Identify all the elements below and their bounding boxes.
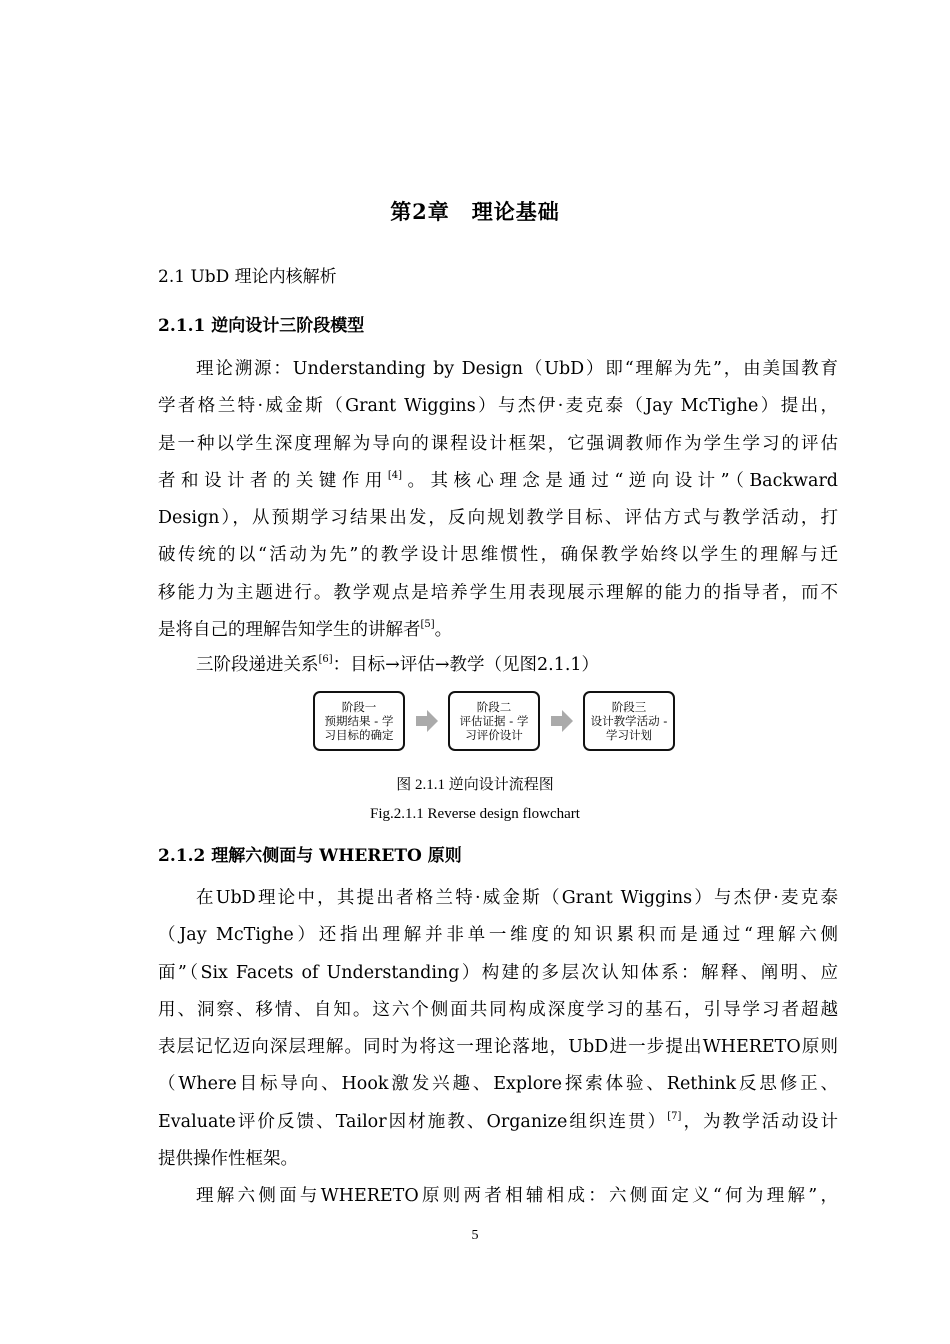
- text-line: [158, 1178, 838, 1215]
- stage-one-box: [313, 691, 405, 751]
- paragraph-complementary: [158, 1178, 838, 1215]
- section-heading-2-1-2: 2.1.2 理解六侧面与 WHERETO 原则: [158, 846, 462, 866]
- text-segment: Evaluate评价反馈、Tailor因材施教、Organize组织连贯）: [158, 1111, 668, 1132]
- text-line: [158, 1104, 838, 1141]
- stage-title: 阶段三: [611, 700, 647, 714]
- text-segment: 用、洞察、移情、自知。这六个侧面共同构成深度学习的基石，引导学习者超越: [158, 999, 838, 1020]
- paragraph-theory-origin: [158, 351, 838, 649]
- text-line: [158, 955, 838, 992]
- text-segment: （Jay McTighe）还指出理解并非单一维度的知识累积而是通过“理解六侧: [158, 925, 838, 946]
- stage-desc: 评估证据 - 学习评价设计: [459, 714, 529, 742]
- text-line: [158, 880, 838, 917]
- text-segment: 。其核心理念是通过“逆向设计”（Backward: [402, 470, 839, 491]
- text-line: [158, 426, 838, 463]
- section-heading-2-1-1: 2.1.1 逆向设计三阶段模型: [158, 316, 365, 336]
- stage-two-box: [448, 691, 540, 751]
- text-line: [158, 1141, 838, 1178]
- arrow-right-icon: [416, 710, 438, 732]
- text-line: [158, 992, 838, 1029]
- citation-ref[interactable]: [6]: [318, 654, 333, 665]
- figure-caption-cn: 图 2.1.1 逆向设计流程图: [396, 777, 554, 793]
- stage-title: 阶段二: [476, 700, 512, 714]
- text-segment: 面”（Six Facets of Understanding）构建的多层次认知体系：解释、阐明、应: [158, 962, 838, 983]
- citation-ref[interactable]: [4]: [387, 469, 402, 481]
- stage-desc: 预期结果 - 学习目标的确定: [324, 714, 394, 742]
- text-line: [158, 612, 838, 649]
- text-segment: 破传统的以“活动为先”的教学设计思维惯性，确保教学始终以学生的理解与迁: [158, 545, 838, 566]
- stage-desc: 设计教学活动 - 学习计划: [590, 714, 668, 742]
- text-line: [158, 500, 838, 537]
- reverse-design-flowchart: [313, 688, 675, 754]
- text-line: [158, 575, 838, 612]
- text-segment: 是一种以学生深度理解为导向的课程设计框架，它强调教师作为学生学习的评估: [158, 433, 838, 454]
- text-segment: 理论溯源：Understanding by Design（UbD）即“理解为先”，由美国教育: [196, 359, 838, 379]
- text-segment: 理解六侧面与WHERETO原则两者相辅相成：六侧面定义“何为理解”，: [196, 1186, 838, 1206]
- text-segment: 提供操作性框架。: [158, 1149, 298, 1170]
- text-segment: 移能力为主题进行。教学观点是培养学生用表现展示理解的能力的指导者，而不: [158, 582, 838, 603]
- paragraph-three-stages: [158, 647, 838, 684]
- text-segment: 学者格兰特·威金斯（Grant Wiggins）与杰伊·麦克泰（Jay McTighe）提出，: [158, 396, 838, 417]
- paragraph-six-facets: [158, 880, 838, 1178]
- citation-ref[interactable]: [7]: [667, 1110, 682, 1122]
- text-line: [158, 351, 838, 388]
- text-segment: Design），从预期学习结果出发，反向规划教学目标、评估方式与教学活动，打: [158, 508, 838, 529]
- text-segment: （Where目标导向、Hook激发兴趣、Explore探索体验、Rethink反思修正、: [158, 1074, 838, 1095]
- text-segment: ，为教学活动设计: [681, 1111, 839, 1132]
- text-line: [158, 388, 838, 425]
- text-segment: 。: [434, 620, 453, 641]
- section-heading-2-1: 2.1 UbD 理论内核解析: [158, 267, 337, 287]
- text-line: [158, 917, 838, 954]
- text-line: [158, 537, 838, 574]
- citation-ref[interactable]: [5]: [420, 619, 435, 631]
- text-segment: 是将自己的理解告知学生的讲解者: [158, 620, 421, 641]
- text-segment: 在UbD理论中，其提出者格兰特·威金斯（Grant Wiggins）与杰伊·麦克泰: [196, 888, 838, 908]
- text-line: [158, 1066, 838, 1103]
- text-line: [158, 463, 838, 500]
- chapter-title: 第2章 理论基础: [390, 199, 560, 224]
- text-segment: 三阶段递进关系: [196, 655, 319, 675]
- text-segment: ：目标→评估→教学（见图2.1.1）: [332, 655, 600, 675]
- page-number: 5: [471, 1228, 479, 1243]
- text-segment: 表层记忆迈向深层理解。同时为将这一理论落地，UbD进一步提出WHERETO原则: [158, 1037, 838, 1058]
- text-segment: 者和设计者的关键作用: [158, 470, 388, 491]
- figure-caption-en: Fig.2.1.1 Reverse design flowchart: [370, 806, 580, 822]
- arrow-right-icon: [551, 710, 573, 732]
- text-line: [158, 1029, 838, 1066]
- stage-three-box: [583, 691, 675, 751]
- text-line: [158, 647, 838, 684]
- stage-title: 阶段一: [341, 700, 377, 714]
